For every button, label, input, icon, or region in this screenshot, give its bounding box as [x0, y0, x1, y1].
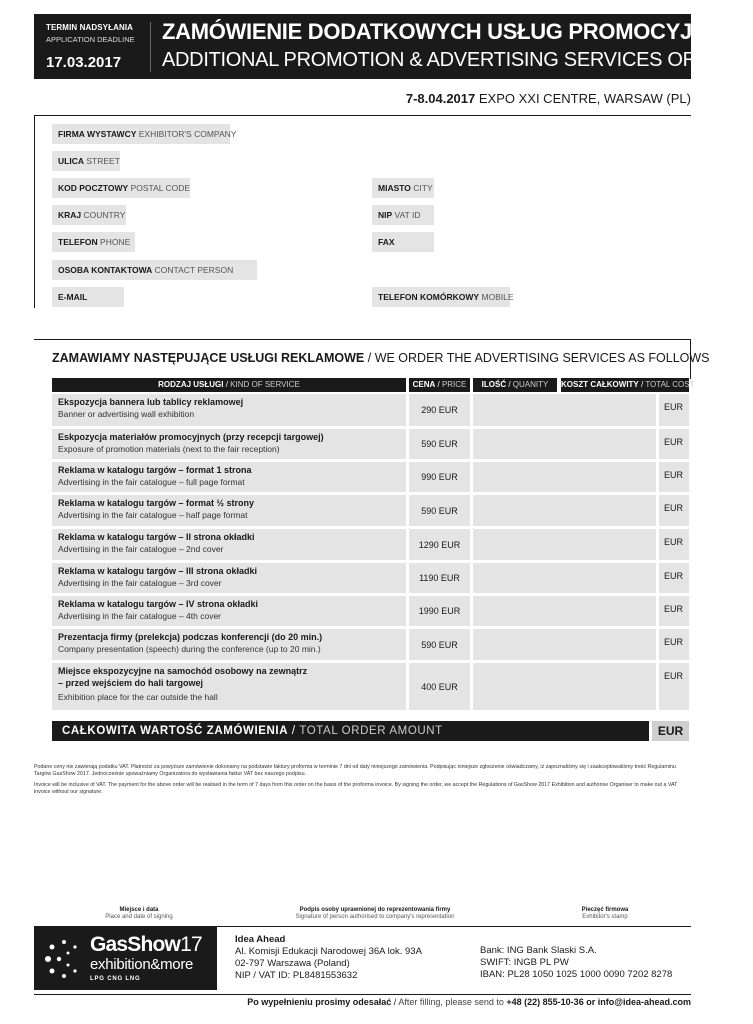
logo-tagline: LPG CNG LNG: [90, 976, 141, 982]
logo-brand: GasShow17: [90, 933, 202, 956]
field-label: MIASTO: [378, 183, 411, 193]
header-price: CENA / PRICE: [409, 378, 470, 392]
total-order-amount: CAŁKOWITA WARTOŚĆ ZAMÓWIENIA / TOTAL ORDER AMOUNT: [52, 721, 649, 741]
quantity-input[interactable]: [473, 462, 656, 492]
section-title-pl: ZAMAWIAMY NASTĘPUJĄCE USŁUGI REKLAMOWE: [52, 351, 365, 365]
price-cell: 990 EUR: [409, 462, 470, 492]
service-cell: Reklama w katalogu targów – II strona okładki Advertising in the fair catalogue – 2nd cover: [52, 529, 406, 560]
terms-note-en: Invoice will be inclusive of VAT. The payment for the above order will be realised in the term of 7 days from this order on the basis of the proforma invoice. By signing the order, we accept the Regulations of GasShow 2017 Exhibition and authorise Organiser to make out a VAT invoice without our signature.: [34, 782, 678, 795]
organizer-address: Al. Komisji Edukacji Narodowej 36A lok. 93A: [235, 946, 422, 957]
quantity-input[interactable]: [473, 529, 656, 560]
signature-place-date[interactable]: Miejsce i data Place and date of signing: [105, 907, 173, 920]
header-service: RODZAJ USŁUGI / KIND OF SERVICE: [52, 378, 406, 392]
page-title: ZAMÓWIENIE DODATKOWYCH USŁUG PROMOCYJNYCH: [162, 19, 753, 44]
total-cost-cell[interactable]: EUR: [659, 394, 689, 426]
footer-contact: Po wypełnieniu prosimy odesałać / After filling, please send to +48 (22) 855-10-36 or info@idea-ahead.com: [247, 997, 691, 1007]
total-cost-cell[interactable]: EUR: [659, 563, 689, 593]
field-label: E-MAIL: [58, 292, 88, 302]
total-cost-cell[interactable]: EUR: [659, 529, 689, 560]
country-field[interactable]: [52, 205, 126, 225]
terms-note-pl: Podane ceny nie zawierają podatku VAT. Płatności za powyższe zamówienie dokonamy na podstawie faktury proforma w terminie 7 dni od daty niniejszego zamówienia. Podpisując niniejsze zgłoszenie oświadczamy, iż zapoznaliśmy się i zaakceptowaliśmy treść Regulaminu Targów GasShow 2017. Jednocześnie upoważniamy Organizatora do wystawiania faktur VAT bez naszego podpisu.: [34, 764, 676, 777]
field-label-en: POSTAL CODE: [130, 183, 191, 193]
field-label-en: CONTACT PERSON: [154, 265, 234, 275]
field-label: TELEFON: [58, 237, 98, 247]
price-cell: 590 EUR: [409, 429, 470, 459]
price-cell: 1290 EUR: [409, 529, 470, 560]
field-label: ULICA: [58, 156, 84, 166]
field-label-en: STREET: [86, 156, 120, 166]
section-border: [34, 339, 691, 340]
total-cost-cell[interactable]: EUR: [659, 429, 689, 459]
section-title-en: WE ORDER THE ADVERTISING SERVICES AS FOLLOWS: [374, 351, 710, 365]
organizer-name: Idea Ahead: [235, 934, 286, 945]
gasshow-logo: [34, 927, 217, 990]
logo-dots-icon: [42, 937, 86, 981]
price-cell: 1990 EUR: [409, 596, 470, 626]
field-label: TELEFON KOMÓRKOWY: [378, 292, 480, 302]
field-label: FIRMA WYSTAWCY: [58, 129, 137, 139]
company-field[interactable]: [52, 124, 237, 144]
street-field[interactable]: [52, 151, 120, 171]
service-cell: Reklama w katalogu targów – IV strona okładki Advertising in the fair catalogue – 4th cover: [52, 596, 406, 626]
header-banner: [34, 14, 753, 79]
email-field[interactable]: [52, 287, 124, 307]
deadline-label-en: APPLICATION DEADLINE: [46, 35, 135, 44]
vat-id-field[interactable]: [372, 205, 434, 225]
service-cell: Reklama w katalogu targów – III strona okładki Advertising in the fair catalogue – 3rd cover: [52, 563, 406, 593]
field-label-en: COUNTRY: [83, 210, 126, 220]
field-label: FAX: [378, 237, 395, 247]
quantity-input[interactable]: [473, 563, 656, 593]
total-cost-cell[interactable]: EUR: [659, 629, 689, 660]
event-venue: EXPO XXI CENTRE, WARSAW (PL): [478, 91, 691, 106]
field-label-en: CITY: [413, 183, 433, 193]
total-cost-cell[interactable]: EUR: [659, 495, 689, 526]
service-cell: Ekspozycja bannera lub tablicy reklamowej Banner or advertising wall exhibition: [52, 394, 406, 426]
price-cell: 1190 EUR: [409, 563, 470, 593]
signature-authorised[interactable]: Podpis osoby uprawnionej do reprezentowania firmy Signature of person authorised to company's representation: [295, 907, 455, 920]
field-label: KRAJ: [58, 210, 82, 220]
deadline-date: 17.03.2017: [46, 54, 122, 71]
field-label-en: MOBILE: [481, 292, 514, 302]
total-cost-cell[interactable]: EUR: [659, 663, 689, 710]
header-divider: [150, 22, 151, 72]
header-total: KOSZT CAŁKOWITY / TOTAL COST: [561, 378, 689, 392]
service-cell: Prezentacja firmy (prelekcja) podczas konferencji (do 20 min.) Company presentation (speech) during the conference (up to 20 min.): [52, 629, 406, 660]
service-cell: Reklama w katalogu targów – format 1 strona Advertising in the fair catalogue – full page format: [52, 462, 406, 492]
bank-info: [480, 945, 672, 981]
phone-field[interactable]: [52, 232, 135, 252]
service-cell: Miejsce ekspozycyjne na samochód osobowy na zewnątrz – przed wejściem do hali targowej Exhibition place for the car outside the hall: [52, 663, 406, 710]
service-cell: Eskpozycja materiałów promocyjnych (przy recepcji targowej) Exposure of promotion materials (next to the fair reception): [52, 429, 406, 459]
organizer-vat: NIP / VAT ID: PL8481553632: [235, 970, 358, 981]
field-label-en: EXHIBITOR'S COMPANY: [138, 129, 237, 139]
contact-details[interactable]: +48 (22) 855-10-36 or info@idea-ahead.com: [506, 997, 691, 1007]
fax-field[interactable]: [372, 232, 434, 252]
divider: [34, 994, 691, 995]
field-label: KOD POCZTOWY: [58, 183, 129, 193]
signature-stamp[interactable]: Pieczęć firmowa Exhibitor's stamp: [581, 907, 629, 920]
field-label-en: VAT ID: [394, 210, 421, 220]
postal-code-field[interactable]: [52, 178, 190, 198]
field-label: NIP: [378, 210, 393, 220]
quantity-input[interactable]: [473, 596, 656, 626]
page-title-en: ADDITIONAL PROMOTION & ADVERTISING SERVICES ORDER: [162, 49, 739, 71]
price-cell: 400 EUR: [409, 663, 470, 710]
total-cost-cell[interactable]: EUR: [659, 596, 689, 626]
contact-person-field[interactable]: [52, 260, 257, 280]
deadline-label: TERMIN NADSYŁANIA: [46, 23, 134, 32]
total-amount-field[interactable]: EUR: [652, 721, 689, 741]
bank-iban: IBAN: PL28 1050 1025 1000 0090 7202 8278: [480, 969, 673, 980]
bank-swift: SWIFT: INGB PL PW: [480, 957, 569, 968]
service-cell: Reklama w katalogu targów – format ½ strony Advertising in the fair catalogue – half page format: [52, 495, 406, 526]
header-quantity: ILOŚĆ / QUANITY: [473, 378, 557, 392]
quantity-input[interactable]: [473, 629, 656, 660]
divider: [34, 115, 691, 116]
price-cell: 590 EUR: [409, 495, 470, 526]
bank-name: Bank: ING Bank Slaski S.A.: [480, 945, 597, 956]
title-separator: /: [364, 351, 375, 365]
organizer-info: [235, 934, 422, 982]
logo-subtitle: exhibition&more: [90, 956, 194, 973]
quantity-input[interactable]: [473, 663, 656, 710]
price-cell: 290 EUR: [409, 394, 470, 426]
total-cost-cell[interactable]: EUR: [659, 462, 689, 492]
city-field[interactable]: [372, 178, 434, 198]
quantity-input[interactable]: [473, 495, 656, 526]
quantity-input[interactable]: [473, 429, 656, 459]
mobile-field[interactable]: [372, 287, 514, 307]
quantity-input[interactable]: [473, 394, 656, 426]
form-border: [34, 116, 35, 308]
field-label: OSOBA KONTAKTOWA: [58, 265, 153, 275]
event-info: [406, 91, 691, 106]
event-dates: 7-8.04.2017: [405, 91, 476, 106]
section-title: [52, 351, 710, 365]
field-label-en: PHONE: [100, 237, 131, 247]
organizer-city: 02-797 Warszawa (Poland): [235, 958, 350, 969]
price-cell: 590 EUR: [409, 629, 470, 660]
